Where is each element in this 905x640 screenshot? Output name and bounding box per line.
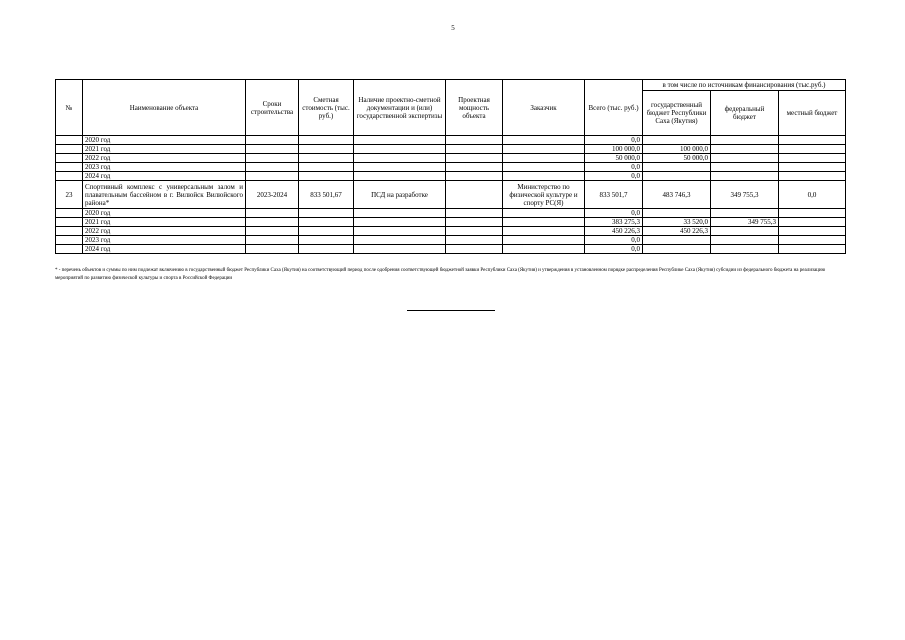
object-local-budget: 0,0: [779, 181, 846, 209]
object-capacity: [446, 181, 503, 209]
year-cell: 2021 год: [83, 218, 246, 227]
total-cell: 0,0: [585, 245, 643, 254]
header-local-budget: местный бюджет: [779, 91, 846, 136]
header-customer: Заказчик: [503, 80, 585, 136]
total-cell: 450 226,3: [585, 227, 643, 236]
object-customer: Министерство по физической культуре и спорту РС(Я): [503, 181, 585, 209]
federal-cell: [711, 163, 779, 172]
header-federal-budget: федеральный бюджет: [711, 91, 779, 136]
state-cell: [643, 172, 711, 181]
total-cell: 0,0: [585, 236, 643, 245]
year-cell: 2023 год: [83, 163, 246, 172]
state-cell: 50 000,0: [643, 154, 711, 163]
total-cell: 0,0: [585, 172, 643, 181]
state-cell: [643, 245, 711, 254]
local-cell: [779, 236, 846, 245]
table-row: [56, 136, 846, 145]
table-row: [56, 227, 846, 236]
federal-cell: [711, 209, 779, 218]
state-cell: 450 226,3: [643, 227, 711, 236]
year-cell: 2022 год: [83, 227, 246, 236]
header-name: Наименование объекта: [83, 80, 246, 136]
local-cell: [779, 227, 846, 236]
header-capacity: Проектная мощность объекта: [446, 80, 503, 136]
local-cell: [779, 136, 846, 145]
year-cell: 2022 год: [83, 154, 246, 163]
header-no: №: [56, 80, 83, 136]
object-psd: ПСД на разработке: [354, 181, 446, 209]
local-cell: [779, 172, 846, 181]
local-cell: [779, 145, 846, 154]
object-number: 23: [56, 181, 83, 209]
table-row: [56, 245, 846, 254]
total-cell: 50 000,0: [585, 154, 643, 163]
state-cell: [643, 209, 711, 218]
state-cell: [643, 236, 711, 245]
header-cost: Сметная стоимость (тыс. руб.): [299, 80, 354, 136]
header-state-budget: государственный бюджет Республики Саха (Якутия): [643, 91, 711, 136]
total-cell: 0,0: [585, 163, 643, 172]
federal-cell: [711, 136, 779, 145]
year-cell: 2020 год: [83, 209, 246, 218]
object-row: [56, 181, 846, 209]
year-cell: 2024 год: [83, 172, 246, 181]
total-cell: 0,0: [585, 209, 643, 218]
total-cell: 383 275,3: [585, 218, 643, 227]
page-number: 5: [451, 24, 455, 32]
header-period: Сроки строительства: [246, 80, 299, 136]
local-cell: [779, 154, 846, 163]
financing-table: [55, 79, 846, 254]
object-federal-budget: 349 755,3: [711, 181, 779, 209]
header-sources-group: в том числе по источникам финансирования (тыс.руб.): [643, 80, 846, 91]
local-cell: [779, 209, 846, 218]
header-total: Всего (тыс. руб.): [585, 80, 643, 136]
table-row: [56, 163, 846, 172]
total-cell: 100 000,0: [585, 145, 643, 154]
federal-cell: [711, 245, 779, 254]
federal-cell: [711, 227, 779, 236]
local-cell: [779, 163, 846, 172]
table-row: [56, 172, 846, 181]
table-row: [56, 154, 846, 163]
local-cell: [779, 218, 846, 227]
year-cell: 2021 год: [83, 145, 246, 154]
federal-cell: [711, 145, 779, 154]
year-cell: 2024 год: [83, 245, 246, 254]
object-state-budget: 483 746,3: [643, 181, 711, 209]
local-cell: [779, 245, 846, 254]
state-cell: 100 000,0: [643, 145, 711, 154]
footnote: * - перечень объектов и суммы по ним подлежат включению в государственный бюджет Республики Саха (Якутия) на соответствующий период после одобрения соответствующей бюджетной заявки Республики Саха (Якутия) и утверждения в установленном порядке распределения Республике Саха (Якутия) субсидии из федерального бюджета на реализацию мероприятий по развитию физической культуры и спорта в Российской Федерации: [55, 268, 826, 281]
table-row: [56, 236, 846, 245]
object-name: Спортивный комплекс с универсальным залом и плавательным бассейном в г. Вилюйск Вилюйского района*: [83, 181, 246, 209]
state-cell: [643, 136, 711, 145]
total-cell: 0,0: [585, 136, 643, 145]
object-period: 2023-2024: [246, 181, 299, 209]
state-cell: [643, 163, 711, 172]
federal-cell: [711, 172, 779, 181]
state-cell: 33 520,0: [643, 218, 711, 227]
object-total: 833 501,7: [585, 181, 643, 209]
federal-cell: [711, 236, 779, 245]
federal-cell: 349 755,3: [711, 218, 779, 227]
federal-cell: [711, 154, 779, 163]
header-psd: Наличие проектно-сметной документации и (или) государственной экспертизы: [354, 80, 446, 136]
year-cell: 2020 год: [83, 136, 246, 145]
table-row: [56, 218, 846, 227]
year-cell: 2023 год: [83, 236, 246, 245]
object-cost: 833 501,67: [299, 181, 354, 209]
table-row: [56, 209, 846, 218]
table-row: [56, 145, 846, 154]
closing-rule: [407, 310, 495, 311]
